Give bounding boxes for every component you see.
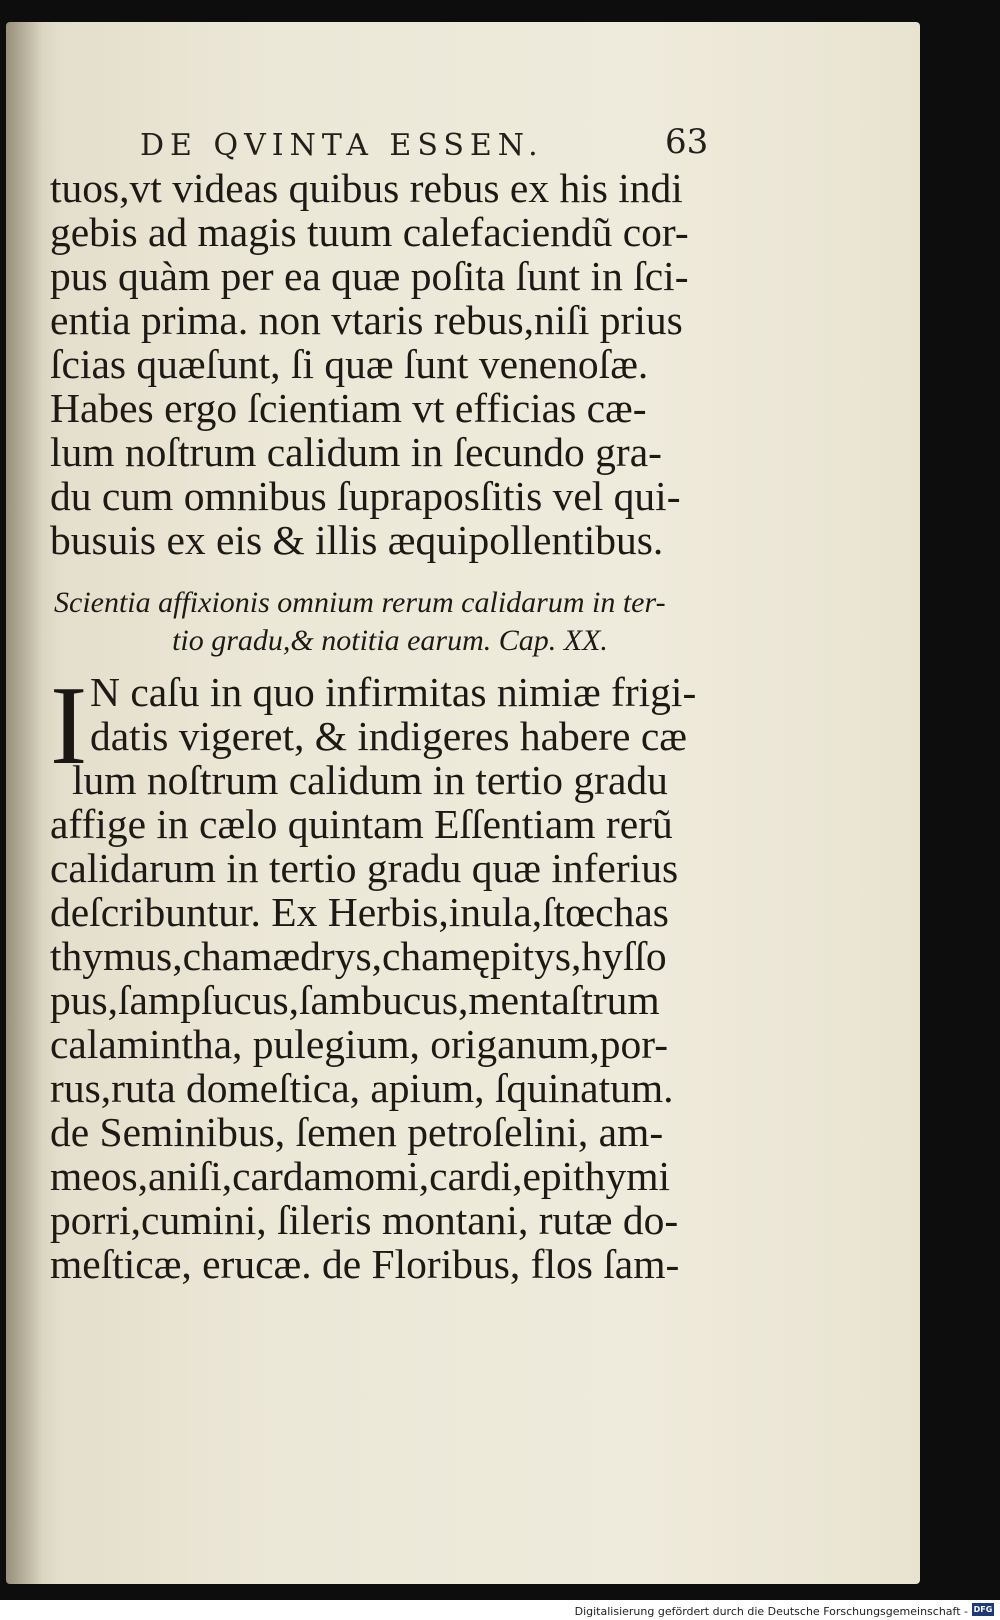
- text-line: thymus,chamædrys,chamępitys,hyſſo: [50, 933, 667, 979]
- text-line: meos,aniſi,cardamomi,cardi,epithymi: [50, 1153, 671, 1199]
- paragraph-2: [50, 664, 730, 1287]
- heading-line: Scientia affixionis omnium rerum calidarum in ter-: [54, 586, 666, 619]
- text-line: lum noſtrum calidum in ſecundo gra-: [50, 429, 662, 475]
- text-line: rus,ruta domeſtica, apium, ſquinatum.: [50, 1065, 674, 1111]
- text-line: entia prima. non vtaris rebus,niſi prius: [50, 297, 683, 343]
- text-line: du cum omnibus ſupraposſitis vel qui-: [50, 473, 681, 519]
- page-text-block: [50, 122, 730, 1286]
- text-line: meſticæ, erucæ. de Floribus, flos ſam-: [50, 1241, 680, 1287]
- drop-cap: I: [50, 664, 88, 788]
- text-line: affige in cælo quintam Eſſentiam rerũ: [50, 801, 673, 847]
- text-line: Habes ergo ſcientiam vt efficias cæ-: [50, 385, 647, 431]
- text-line: pus quàm per ea quæ poſita ſunt in ſci-: [50, 253, 689, 299]
- dfg-logo: DFG: [973, 1605, 993, 1614]
- text-line: busuis ex eis & illis æquipollentibus.: [50, 517, 664, 563]
- funding-credit: Digitalisierung gefördert durch die Deutsche Forschungsgemeinschaft -: [574, 1605, 968, 1618]
- page-header: [50, 122, 730, 168]
- book-page: [6, 22, 920, 1584]
- digitization-footer: [0, 1600, 1000, 1620]
- text-line: de Seminibus, ſemen petroſelini, am-: [50, 1109, 664, 1155]
- running-title: DE QVINTA ESSEN.: [140, 128, 544, 163]
- text-line: calamintha, pulegium, origanum,por-: [50, 1021, 669, 1067]
- text-line: calidarum in tertio gradu quæ inferius: [50, 845, 679, 891]
- heading-line: tio gradu,& notitia earum. Cap. XX.: [172, 624, 608, 657]
- text-line: pus,ſampſucus,ſambucus,mentaſtrum: [50, 977, 660, 1023]
- gutter-shadow: [6, 22, 42, 1584]
- text-line: porri,cumini, ſileris montani, rutæ do-: [50, 1197, 679, 1243]
- text-line: tuos,vt videas quibus rebus ex his indi: [50, 165, 683, 211]
- text-line: N caſu in quo infirmitas nimiæ frigi-: [90, 669, 697, 715]
- text-line: gebis ad magis tuum calefaciendũ cor-: [50, 209, 689, 255]
- paragraph-1: [50, 166, 730, 562]
- text-line: lum noſtrum calidum in tertio gradu: [72, 757, 668, 803]
- text-line: datis vigeret, & indigeres habere cæ: [90, 713, 687, 759]
- page-number: 63: [665, 122, 709, 162]
- text-line: ſcias quæſunt, ſi quæ ſunt venenoſæ.: [50, 341, 649, 387]
- chapter-heading: [50, 584, 730, 660]
- text-line: deſcribuntur. Ex Herbis,inula,ſtœchas: [50, 889, 669, 935]
